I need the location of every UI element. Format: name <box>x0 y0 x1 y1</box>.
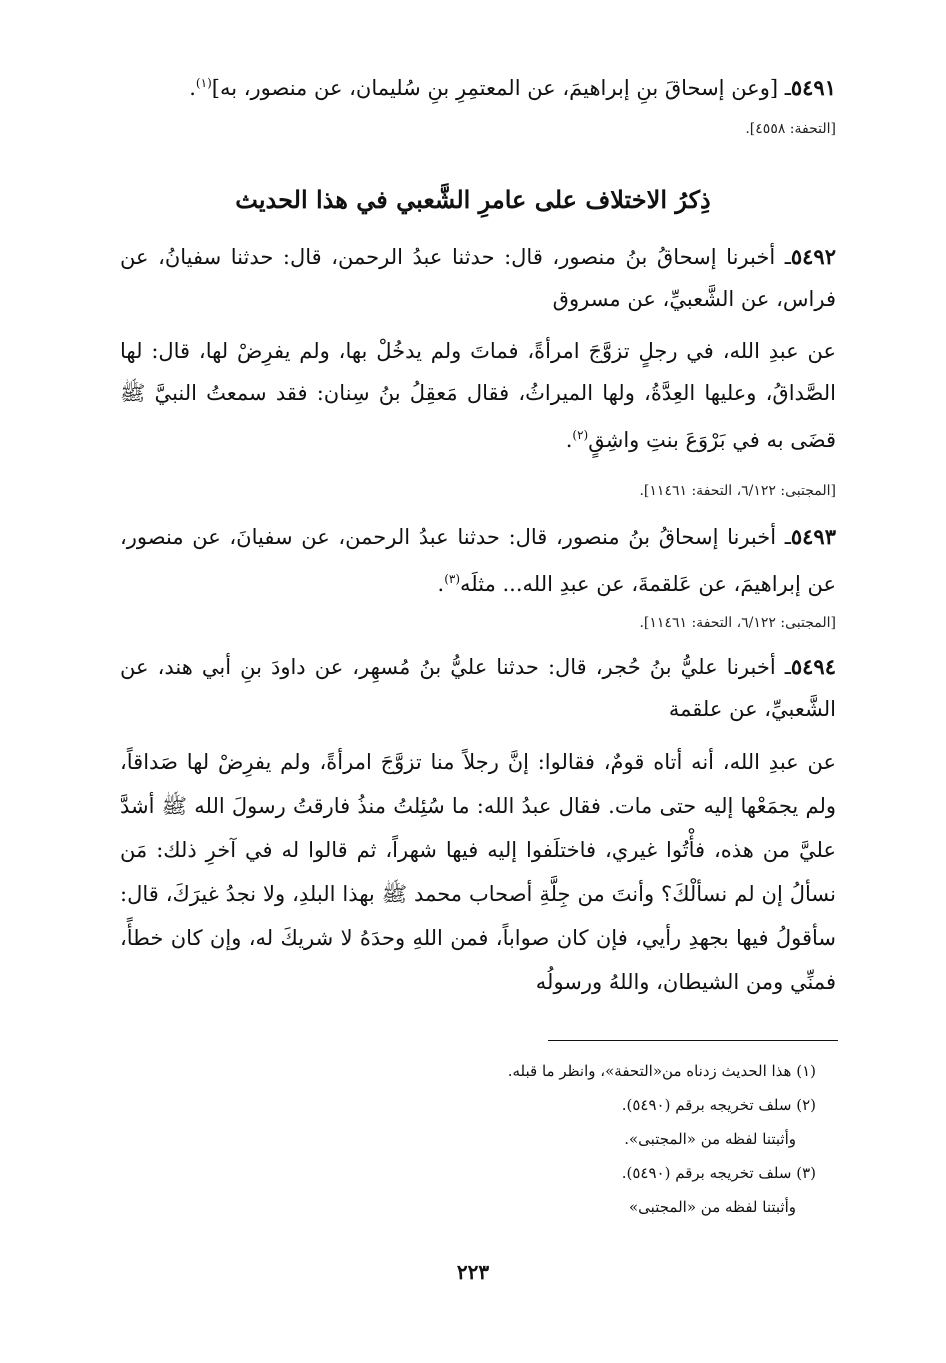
hadith-end: . <box>565 428 573 452</box>
hadith-number: ٥٤٩١ <box>790 75 836 100</box>
hadith-number: ٥٤٩٢ <box>790 244 836 269</box>
footnote-1: (١) هذا الحديث زدناه من«التحفة»، وانظر ما قبله. <box>507 1062 816 1080</box>
hadith-5492-matn <box>120 330 836 461</box>
reference-5493: [المجتبى: ٦/١٢٢، التحفة: ١١٤٦١]. <box>639 615 836 631</box>
footnote-marker: (٣) <box>444 572 461 586</box>
hadith-end: . <box>189 76 196 100</box>
footnote-2-note: وأثبتنا لفظه من «المجتبى». <box>624 1130 796 1148</box>
section-heading: ذِكرُ الاختلاف على عامرِ الشَّعبي في هذا الحديث <box>235 185 711 214</box>
hadith-5491 <box>120 62 836 109</box>
page-number: ٢٢٣ <box>456 1260 490 1284</box>
hadith-number: ٥٤٩٤ <box>790 654 836 679</box>
hadith-isnad: ـ أخبرنا عليُّ بنُ حُجر، قال: حدثنا عليُّ بنُ مُسهِر، عن داودَ بنِ أبي هند، عن الشَّعبيِّ، عن علقمة <box>120 655 836 721</box>
reference-5492: [المجتبى: ٦/١٢٢، التحفة: ١١٤٦١]. <box>639 483 836 499</box>
footnote-2: (٢) سلف تخريجه برقم (٥٤٩٠). <box>621 1096 816 1114</box>
footnote-3-note: وأثبتنا لفظه من «المجتبى» <box>629 1198 796 1216</box>
hadith-end: . <box>437 572 445 596</box>
footnote-separator <box>548 1040 838 1041</box>
hadith-matn: عن عبدِ الله، في رجلٍ تزوَّجَ امرأةً، فماتَ ولم يدخُلْ بها، ولم يفرِضْ لها، قال: لها الصَّداقُ، وعليها العِدَّةُ، ولها الميراثُ، فقال مَعقِلُ بنُ سِنان: فقد سمعتُ النبيَّ ﷺ قضَى به في بَرْوَعَ بنتِ واشِقٍ <box>120 339 836 452</box>
hadith-text: ـ [وعن إسحاقَ بنِ إبراهيمَ، عن المعتمِرِ بنِ سُليمان، عن منصور، به] <box>211 76 791 100</box>
footnote-3: (٣) سلف تخريجه برقم (٥٤٩٠). <box>621 1164 816 1182</box>
hadith-number: ٥٤٩٣ <box>790 524 836 549</box>
hadith-matn: عن عبدِ الله، أنه أتاه قومٌ، فقالوا: إنَّ رجلاً منا تزوَّجَ امرأةً، ولم يفرِضْ لها صَداقاً، ولم يجمَعْها إليه حتى مات. فقال عبدُ الله: ما سُئِلتُ منذُ فارقتُ رسولَ الله ﷺ أشدَّ عليَّ من هذه، فأْتُوا غيري، فاختلَفوا إليه فيها شهراً، ثم قالوا له في آخرِ ذلك: مَن نسألُ إن لم نسألْكَ؟ وأنتَ من جِلَّةِ أصحاب محمد ﷺ بهذا البلدِ، ولا نجدُ غيرَكَ، قال: سأقولُ فيها بجهدِ رأيي، فإن كان صواباً، فمن اللهِ وحدَهُ لا شريكَ له، وإن كان خطأً، فمنِّي ومن الشيطان، واللهُ ورسولُه <box>120 750 836 994</box>
hadith-isnad: ـ أخبرنا إسحاقُ بنُ منصور، قال: حدثنا عبدُ الرحمن، قال: حدثنا سفيانُ، عن فراس، عن الشَّعبيِّ، عن مسروق <box>120 245 836 311</box>
hadith-5494-matn <box>120 740 836 1004</box>
footnote-marker: (٢) <box>572 428 589 442</box>
hadith-5492-isnad <box>120 236 836 320</box>
hadith-5493 <box>120 516 836 605</box>
footnote-marker: (١) <box>195 76 212 90</box>
hadith-text: ـ أخبرنا إسحاقُ بنُ منصور، قال: حدثنا عبدُ الرحمن، عن سفيانَ، عن منصور، عن إبراهيمَ، عن عَلقمةَ، عن عبدِ الله... مثلَه <box>120 525 836 596</box>
reference-5491: [التحفة: ٤٥٥٨]. <box>745 121 836 137</box>
hadith-5494-isnad <box>120 646 836 730</box>
